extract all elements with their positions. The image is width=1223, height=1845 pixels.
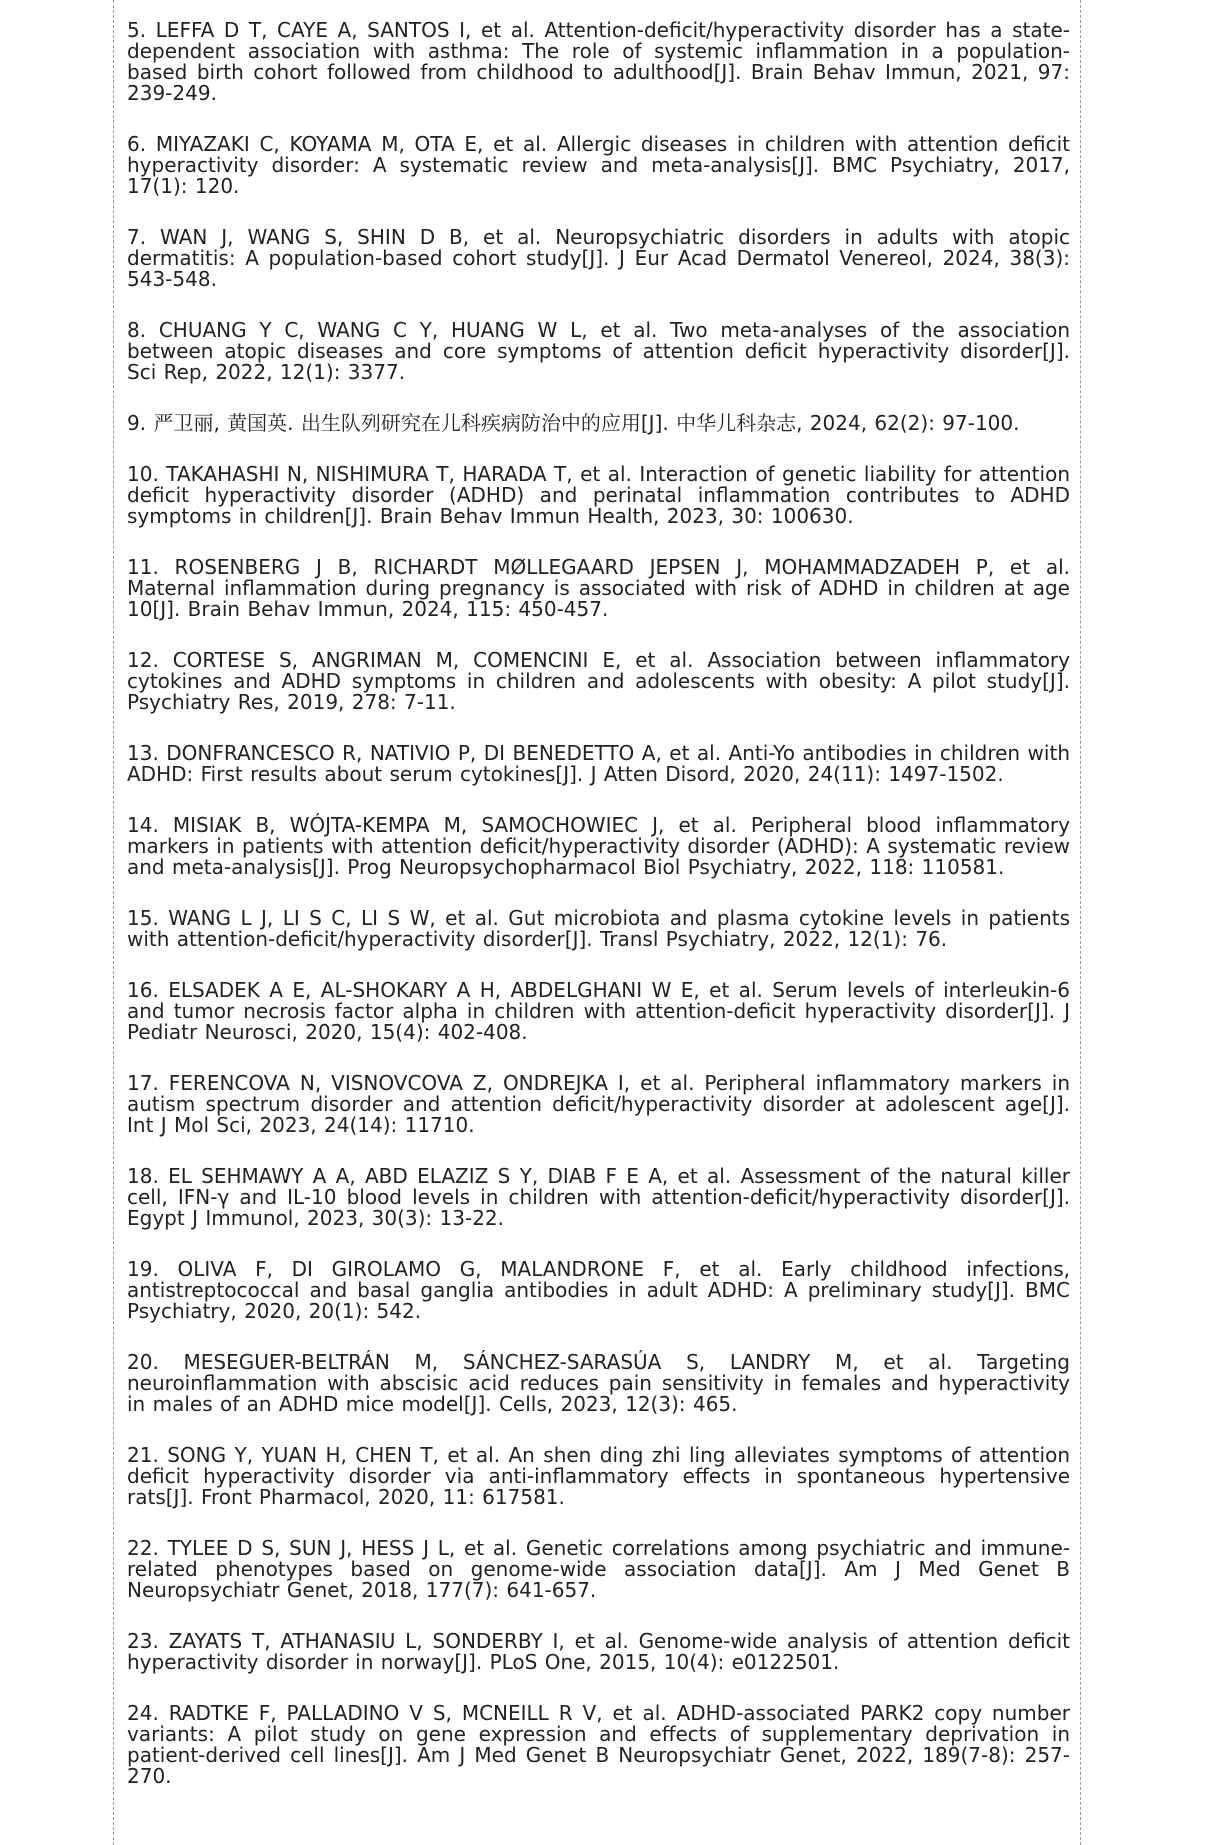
reference-item-6: 6. MIYAZAKI C, KOYAMA M, OTA E, et al. Allergic diseases in children with attention deficit hyperactivity disorder: A systematic review and meta-analysis[J]. BMC Psychiatry, 2017, 17(1): 120. [127,132,1070,198]
reference-item-17: 17. FERENCOVA N, VISNOVCOVA Z, ONDREJKA I, et al. Peripheral inflammatory markers in autism spectrum disorder and attention deficit/hyperactivity disorder at adolescent age[J]. Int J Mol Sci, 2023, 24(14): 11710. [127,1071,1070,1137]
reference-item-20: 20. MESEGUER-BELTRÁN M, SÁNCHEZ-SARASÚA S, LANDRY M, et al. Targeting neuroinflammation with abscisic acid reduces pain sensitivity in females and hyperactivity in males of an ADHD mice model[J]. Cells, 2023, 12(3): 465. [127,1350,1070,1416]
reference-item-22: 22. TYLEE D S, SUN J, HESS J L, et al. Genetic correlations among psychiatric and immune-related phenotypes based on genome-wide association data[J]. Am J Med Genet B Neuropsychiatr Genet, 2018, 177(7): 641-657. [127,1536,1070,1602]
reference-list [127,20,1070,1817]
reference-item-18: 18. EL SEHMAWY A A, ABD ELAZIZ S Y, DIAB F E A, et al. Assessment of the natural killer cell, IFN-γ and IL-10 blood levels in children with attention-deficit/hyperactivity disorder[J]. Egypt J Immunol, 2023, 30(3): 13-22. [127,1164,1070,1230]
reference-item-12: 12. CORTESE S, ANGRIMAN M, COMENCINI E, et al. Association between inflammatory cytokines and ADHD symptoms in children and adolescents with obesity: A pilot study[J]. Psychiatry Res, 2019, 278: 7-11. [127,648,1070,714]
reference-item-10: 10. TAKAHASHI N, NISHIMURA T, HARADA T, et al. Interaction of genetic liability for attention deficit hyperactivity disorder (ADHD) and perinatal inflammation contributes to ADHD symptoms in children[J]. Brain Behav Immun Health, 2023, 30: 100630. [127,462,1070,528]
reference-item-16: 16. ELSADEK A E, AL-SHOKARY A H, ABDELGHANI W E, et al. Serum levels of interleukin-6 and tumor necrosis factor alpha in children with attention-deficit hyperactivity disorder[J]. J Pediatr Neurosci, 2020, 15(4): 402-408. [127,978,1070,1044]
reference-item-13: 13. DONFRANCESCO R, NATIVIO P, DI BENEDETTO A, et al. Anti-Yo antibodies in children with ADHD: First results about serum cytokines[J]. J Atten Disord, 2020, 24(11): 1497-1502. [127,741,1070,786]
reference-item-9: 9. 严卫丽, 黄国英. 出生队列研究在儿科疾病防治中的应用[J]. 中华儿科杂志, 2024, 62(2): 97-100. [127,411,1020,435]
reference-item-19: 19. OLIVA F, DI GIROLAMO G, MALANDRONE F, et al. Early childhood infections, antistreptococcal and basal ganglia antibodies in adult ADHD: A preliminary study[J]. BMC Psychiatry, 2020, 20(1): 542. [127,1257,1070,1323]
reference-item-7: 7. WAN J, WANG S, SHIN D B, et al. Neuropsychiatric disorders in adults with atopic dermatitis: A population-based cohort study[J]. J Eur Acad Dermatol Venereol, 2024, 38(3): 543-548. [127,225,1070,291]
reference-item-8: 8. CHUANG Y C, WANG C Y, HUANG W L, et al. Two meta-analyses of the association between atopic diseases and core symptoms of attention deficit hyperactivity disorder[J]. Sci Rep, 2022, 12(1): 3377. [127,318,1070,384]
reference-item-23: 23. ZAYATS T, ATHANASIU L, SONDERBY I, et al. Genome-wide analysis of attention deficit hyperactivity disorder in norway[J]. PLoS One, 2015, 10(4): e0122501. [127,1629,1070,1674]
reference-item-5: 5. LEFFA D T, CAYE A, SANTOS I, et al. Attention-deficit/hyperactivity disorder has a state-dependent association with asthma: The role of systemic inflammation in a population-based birth cohort followed from childhood to adulthood[J]. Brain Behav Immun, 2021, 97: 239-249. [127,18,1070,105]
reference-item-15: 15. WANG L J, LI S C, LI S W, et al. Gut microbiota and plasma cytokine levels in patients with attention-deficit/hyperactivity disorder[J]. Transl Psychiatry, 2022, 12(1): 76. [127,906,1070,951]
reference-item-21: 21. SONG Y, YUAN H, CHEN T, et al. An shen ding zhi ling alleviates symptoms of attention deficit hyperactivity disorder via anti-inflammatory effects in spontaneous hypertensive rats[J]. Front Pharmacol, 2020, 11: 617581. [127,1443,1070,1509]
reference-item-11: 11. ROSENBERG J B, RICHARDT MØLLEGAARD JEPSEN J, MOHAMMADZADEH P, et al. Maternal inflammation during pregnancy is associated with risk of ADHD in children at age 10[J]. Brain Behav Immun, 2024, 115: 450-457. [127,555,1070,621]
reference-item-14: 14. MISIAK B, WÓJTA-KEMPA M, SAMOCHOWIEC J, et al. Peripheral blood inflammatory markers in patients with attention deficit/hyperactivity disorder (ADHD): A systematic review and meta-analysis[J]. Prog Neuropsychopharmacol Biol Psychiatry, 2022, 118: 110581. [127,813,1070,879]
reference-item-24: 24. RADTKE F, PALLADINO V S, MCNEILL R V, et al. ADHD-associated PARK2 copy number variants: A pilot study on gene expression and effects of supplementary deprivation in patient-derived cell lines[J]. Am J Med Genet B Neuropsychiatr Genet, 2022, 189(7-8): 257-270. [127,1701,1070,1788]
